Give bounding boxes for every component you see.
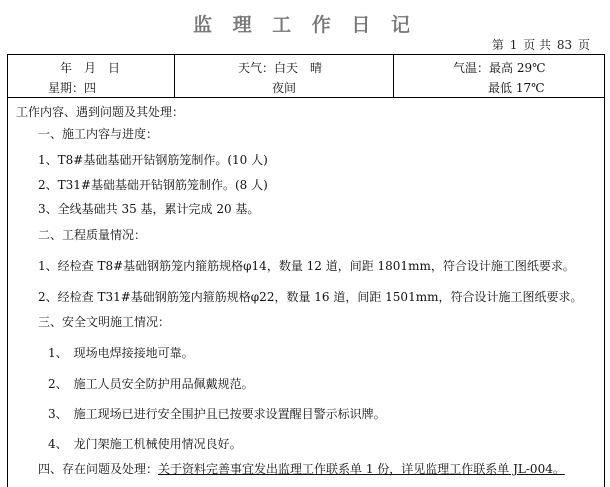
section-4-title: 四、存在问题及处理： <box>38 462 159 476</box>
section-1-item-1: 1、T8#基础基础开钻钢筋笼制作。(10 人) <box>38 153 268 167</box>
content-area <box>7 97 605 487</box>
section-3-title: 三、安全文明施工情况： <box>38 315 171 329</box>
section-1-title: 一、施工内容与进度： <box>38 127 159 141</box>
page-title: 监 理 工 作 日 记 <box>192 14 418 36</box>
page-middle: 页 共 <box>523 38 552 52</box>
header-divider-1 <box>174 55 175 97</box>
total-page-number: 83 <box>556 38 573 52</box>
temp-low: 最低 17℃ <box>488 81 545 95</box>
section-3-item-2: 2、 施工人员安全防护用品佩戴规范。 <box>48 377 254 391</box>
header-table <box>7 54 605 98</box>
section-3-item-1: 1、 现场电焊接接地可靠。 <box>48 346 194 360</box>
page-info <box>490 36 590 53</box>
section-2-item-1: 1、经检查 T8#基础钢筋笼内箍筋规格φ14，数量 12 道，间距 1801mm，符合设计施工图纸要求。 <box>38 259 575 273</box>
section-2-item-2: 2、经检查 T31#基础钢筋笼内箍筋规格φ22，数量 16 道，间距 1501mm，符合设计施工图纸要求。 <box>38 290 583 304</box>
section-4 <box>38 460 565 477</box>
weather-night-label: 夜间 <box>272 81 297 95</box>
section-1-item-2: 2、T31#基础基础开钻钢筋笼制作。(8 人) <box>38 178 268 192</box>
section-4-text: 关于资料完善事宜发出监理工作联系单 1 份，详见监理工作联系单 JL-004。 <box>158 462 565 476</box>
date-label: 年 月 日 <box>60 61 121 75</box>
weekday-label: 星期：四 <box>48 81 97 95</box>
current-page-number: 1 <box>509 38 518 52</box>
section-2-title: 二、工程质量情况： <box>38 228 147 242</box>
header-divider-2 <box>393 55 394 97</box>
content-heading: 工作内容、遇到问题及其处理： <box>16 105 185 119</box>
page-suffix: 页 <box>577 38 590 52</box>
section-3-item-3: 3、 施工现场已进行安全围护且已按要求设置醒目警示标识牌。 <box>48 407 386 421</box>
weather-label: 天气：白天 晴 <box>238 61 323 75</box>
temp-high: 气温：最高 29℃ <box>453 61 546 75</box>
section-3-item-4: 4、 龙门架施工机械使用情况良好。 <box>48 437 242 451</box>
page-prefix: 第 <box>491 38 504 52</box>
section-1-item-3: 3、全线基础共 35 基，累计完成 20 基。 <box>38 202 260 216</box>
